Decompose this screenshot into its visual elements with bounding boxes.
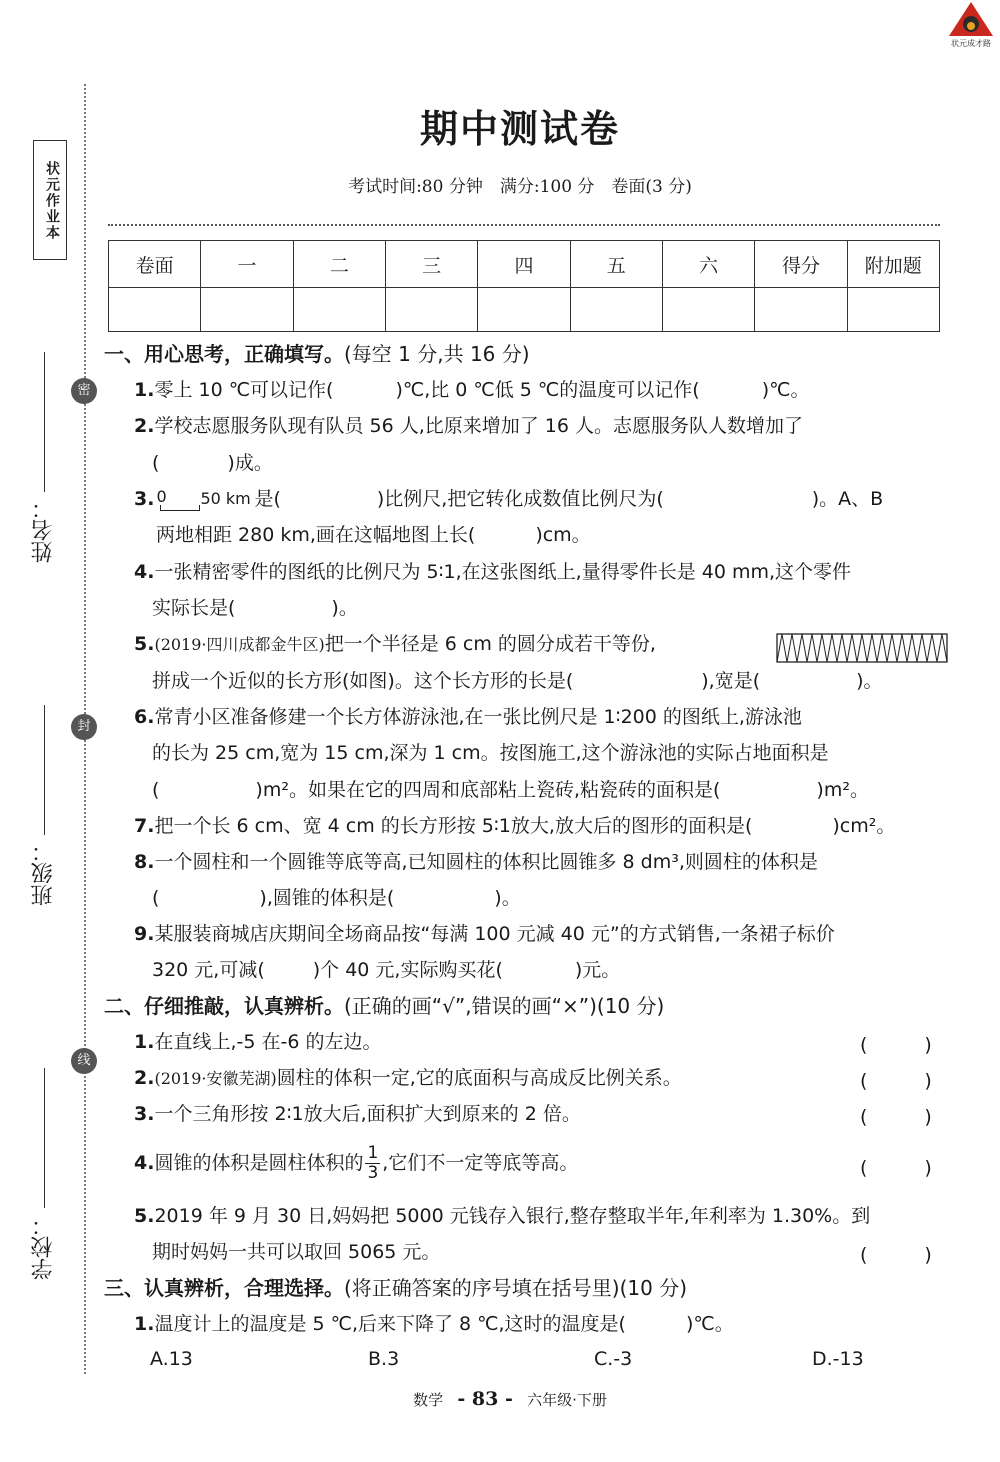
question-text: )。 (331, 597, 358, 619)
scale-bar-line (160, 505, 200, 511)
question-number: 9. (134, 923, 155, 945)
page-number: - 83 - (457, 1388, 513, 1410)
option-d[interactable]: D.-13 (812, 1348, 864, 1370)
question-text: 常青小区准备修建一个长方体游泳池,在一张比例尺是 1∶200 的图纸上,游泳池 (154, 706, 802, 728)
question-number: 5. (134, 1205, 155, 1227)
score-input-cell[interactable] (662, 288, 754, 332)
exam-info: 考试时间:80 分钟 满分:100 分 卷面(3 分) (348, 177, 692, 197)
question-text: 圆柱的体积一定,它的底面积与高成反比例关系。 (276, 1067, 682, 1089)
scale-distance-label: 50 km (200, 489, 251, 508)
s1-q6-cont1 (152, 741, 829, 765)
question-text: ( (152, 452, 160, 474)
score-header-cell: 四 (478, 241, 570, 288)
class-label: 班级： (31, 840, 56, 906)
question-text: )m²。如果在它的四周和底部粘上瓷砖,粘瓷砖的面积是( (255, 779, 721, 801)
score-table-input-row (109, 288, 940, 332)
judge-answer-box[interactable]: ( ) (860, 1244, 932, 1266)
score-header-cell: 五 (570, 241, 662, 288)
s1-q2-cont (152, 451, 273, 475)
question-source: (2019·安徽芜湖) (154, 1069, 277, 1088)
question-text: 的长为 25 cm,宽为 15 cm,深为 1 cm。按图施工,这个游泳池的实际占地面积是 (152, 742, 829, 764)
question-number: 7. (134, 815, 155, 837)
page-title: 期中测试卷 (419, 106, 620, 151)
question-text: )比例尺,把它转化成数值比例尺为( (376, 488, 664, 510)
s1-q8-cont (152, 886, 521, 910)
question-text: ),宽是( (701, 670, 761, 692)
section-3-heading (104, 1276, 687, 1300)
question-number: 5. (134, 633, 155, 655)
page-footer (0, 1388, 1000, 1410)
fraction-numerator: 1 (367, 1143, 379, 1163)
score-table-header-row (109, 241, 940, 288)
s1-q9 (134, 922, 835, 946)
question-number: 2. (134, 415, 155, 437)
score-table (108, 240, 940, 332)
question-text: 2019 年 9 月 30 日,妈妈把 5000 元钱存入银行,整存整取半年,年利率为 1.30%。到 (154, 1205, 871, 1227)
s1-q3 (134, 487, 883, 511)
score-input-cell[interactable] (570, 288, 662, 332)
judge-answer-box[interactable]: ( ) (860, 1070, 932, 1092)
question-number: 1. (134, 1313, 155, 1335)
s1-q4-cont (152, 596, 358, 620)
question-number: 6. (134, 706, 155, 728)
question-text: )。 (494, 887, 521, 909)
score-input-cell[interactable] (847, 288, 939, 332)
question-number: 2. (134, 1067, 155, 1089)
question-number: 3. (134, 488, 155, 510)
brand-logo-text: 状元成才路 (951, 39, 991, 48)
score-input-cell[interactable] (478, 288, 570, 332)
question-text: )成。 (227, 452, 273, 474)
school-write-line[interactable] (44, 1068, 45, 1208)
question-text: 一个三角形按 2∶1放大后,面积扩大到原来的 2 倍。 (154, 1103, 581, 1125)
footer-subject: 数学 (413, 1391, 444, 1409)
header-dotted-rule (108, 224, 940, 226)
s1-q6-cont2 (152, 778, 869, 802)
section-3-note: (将正确答案的序号填在括号里)(10 分) (344, 1276, 688, 1300)
question-text: ( (152, 887, 160, 909)
section-2-title: 二、仔细推敲，认真辨析。 (104, 994, 344, 1018)
s2-q5-cont (152, 1240, 440, 1264)
fraction-one-third (365, 1144, 380, 1183)
section-1-heading (104, 342, 530, 366)
name-write-line[interactable] (44, 352, 45, 492)
section-3-title: 三、认真辨析，合理选择。 (104, 1276, 344, 1300)
question-text: 是( (254, 488, 281, 510)
score-header-cell: 二 (293, 241, 385, 288)
class-write-line[interactable] (44, 705, 45, 835)
option-c[interactable]: C.-3 (594, 1348, 633, 1370)
score-input-cell[interactable] (109, 288, 201, 332)
score-header-cell: 一 (201, 241, 293, 288)
s1-q7 (134, 814, 895, 838)
s2-q4 (134, 1143, 578, 1183)
scale-bar (154, 487, 254, 511)
question-text: )cm。 (535, 524, 591, 546)
s2-q3 (134, 1102, 581, 1126)
s1-q5 (134, 632, 656, 657)
question-text: 一个圆柱和一个圆锥等底等高,已知圆柱的体积比圆锥多 8 dm³,则圆柱的体积是 (154, 851, 818, 873)
question-text: 学校志愿服务队现有队员 56 人,比原来增加了 16 人。志愿服务队人数增加了 (154, 415, 804, 437)
question-text: 拼成一个近似的长方形(如图)。这个长方形的长是( (152, 670, 574, 692)
question-text: )℃。 (685, 1313, 734, 1335)
question-text: )cm²。 (832, 815, 896, 837)
score-header-cell: 六 (662, 241, 754, 288)
section-2-note: (正确的画“√”,错误的画“×”)(10 分) (344, 994, 665, 1018)
question-text: 把一个半径是 6 cm 的圆分成若干等份, (324, 633, 656, 655)
question-text: 某服装商城店庆期间全场商品按“每满 100 元减 40 元”的方式销售,一条裙子标价 (154, 923, 835, 945)
judge-answer-box[interactable]: ( ) (860, 1034, 932, 1056)
question-number: 4. (134, 1152, 155, 1174)
question-source: (2019·四川成都金牛区) (154, 635, 325, 654)
question-text: 两地相距 280 km,画在这幅地图上长( (156, 524, 476, 546)
scale-zero-label: 0 (156, 487, 167, 506)
option-a[interactable]: A.13 (150, 1348, 193, 1370)
s1-q3-cont (156, 523, 591, 547)
s2-q1 (134, 1030, 381, 1054)
name-label: 姓名： (31, 497, 56, 563)
s1-q1 (134, 378, 809, 402)
s2-q5 (134, 1204, 870, 1228)
question-text: )。 (856, 670, 883, 692)
question-number: 3. (134, 1103, 155, 1125)
zigzag-rectangle-figure (776, 633, 948, 663)
question-text: 320 元,可减( (152, 959, 265, 981)
question-text: 期时妈妈一共可以取回 5065 元。 (152, 1241, 441, 1263)
section-1-note: (每空 1 分,共 16 分) (344, 342, 530, 366)
question-text: 在直线上,-5 在-6 的左边。 (154, 1031, 382, 1053)
seal-xian: 线 (71, 1048, 97, 1074)
school-label: 学校： (31, 1214, 56, 1280)
seal-feng: 封 (71, 714, 97, 740)
s1-q5-cont (152, 669, 883, 693)
s1-q4 (134, 560, 851, 584)
question-text: )。A、B (811, 488, 884, 510)
question-number: 1. (134, 379, 155, 401)
s1-q8 (134, 850, 818, 874)
question-text: 温度计上的温度是 5 ℃,后来下降了 8 ℃,这时的温度是( (154, 1313, 626, 1335)
question-text: 圆锥的体积是圆柱体积的 (154, 1152, 364, 1174)
question-number: 1. (134, 1031, 155, 1053)
score-input-cell[interactable] (385, 288, 477, 332)
score-input-cell[interactable] (201, 288, 293, 332)
question-text: ),圆锥的体积是( (259, 887, 395, 909)
question-text: 零上 10 ℃可以记作( (154, 379, 334, 401)
question-text: ( (152, 779, 160, 801)
question-number: 4. (134, 561, 155, 583)
judge-answer-box[interactable]: ( ) (860, 1157, 932, 1179)
s1-q2 (134, 414, 803, 438)
question-text: 实际长是( (152, 597, 236, 619)
seal-mi: 密 (71, 378, 97, 404)
question-text: )元。 (574, 959, 621, 981)
question-text: ,它们不一定等底等高。 (382, 1152, 579, 1174)
s3-q1 (134, 1312, 734, 1336)
s1-q9-cont (152, 958, 620, 982)
question-text: )m²。 (816, 779, 869, 801)
question-number: 8. (134, 851, 155, 873)
option-b[interactable]: B.3 (368, 1348, 400, 1370)
question-text: )个 40 元,实际购买花( (312, 959, 503, 981)
footer-grade: 六年级·下册 (527, 1391, 607, 1409)
score-input-cell[interactable] (293, 288, 385, 332)
score-input-cell[interactable] (755, 288, 847, 332)
score-header-cell: 三 (385, 241, 477, 288)
question-text: 把一个长 6 cm、宽 4 cm 的长方形按 5∶1放大,放大后的图形的面积是( (154, 815, 753, 837)
section-1-title: 一、用心思考，正确填写。 (104, 342, 344, 366)
section-2-heading (104, 994, 664, 1018)
judge-answer-box[interactable]: ( ) (860, 1106, 932, 1128)
side-brand-label: 状元作业本 (44, 161, 60, 241)
question-text: 一张精密零件的图纸的比例尺为 5∶1,在这张图纸上,量得零件长是 40 mm,这个零件 (154, 561, 852, 583)
score-header-cell: 卷面 (109, 241, 201, 288)
question-text: )℃。 (761, 379, 810, 401)
score-header-cell: 附加题 (847, 241, 939, 288)
s2-q2 (134, 1066, 682, 1091)
score-header-cell: 得分 (755, 241, 847, 288)
s1-q6 (134, 705, 802, 729)
fraction-denominator: 3 (367, 1163, 379, 1183)
question-text: )℃,比 0 ℃低 5 ℃的温度可以记作( (395, 379, 700, 401)
